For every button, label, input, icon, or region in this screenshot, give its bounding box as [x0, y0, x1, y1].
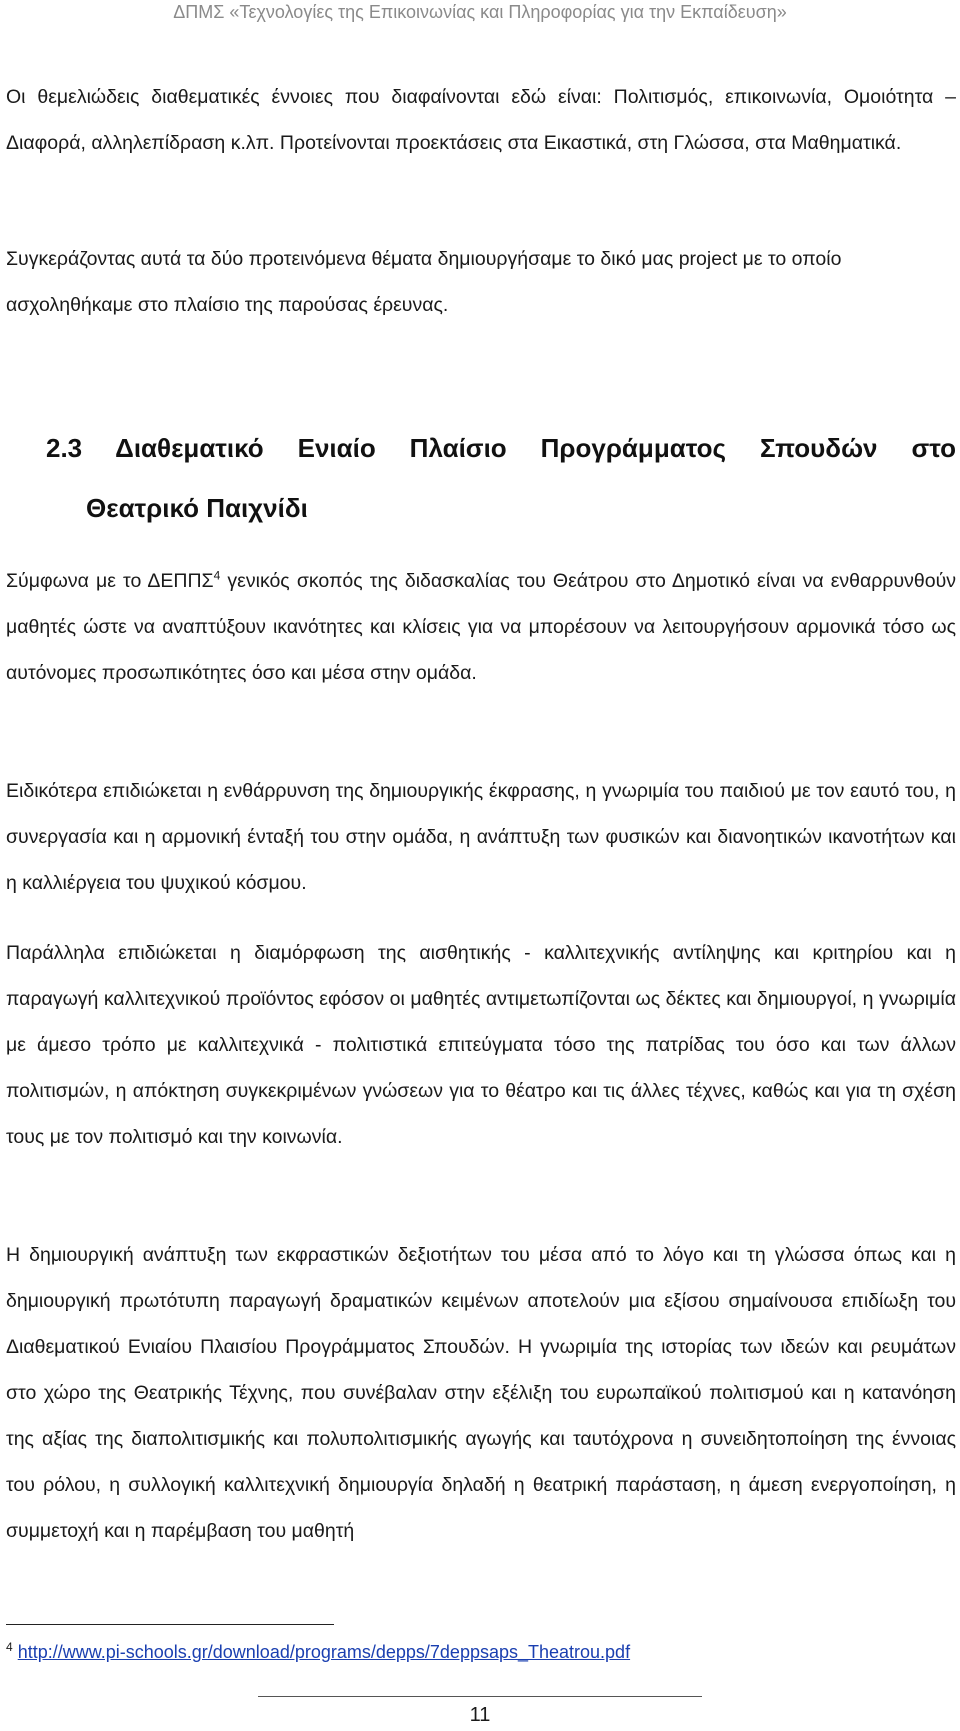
- running-header: ΔΠΜΣ «Τεχνολογίες της Επικοινωνίας και Πληροφορίας για την Εκπαίδευση»: [173, 2, 787, 22]
- paragraph-creative-development: Η δημιουργική ανάπτυξη των εκφραστικών δεξιοτήτων του μέσα από το λόγο και τη γλώσσα όπως και η δημιουργική πρωτότυπη παραγωγή δραματικών κειμένων αποτελούν μια εξίσου σημαίνουσα επιδίωξη του Διαθεματικού Ενιαίου Πλαισίου Προγράμματος Σπουδών. Η γνωριμία της ιστορίας των ιδεών και ρευμάτων στο χώρο της Θεατρικής Τέχνης, που συνέβαλαν στην εξέλιξη του ευρωπαϊκού πολιτισμού και η κατανόηση της αξίας της διαπολιτισμικής και πολυπολιτισμικής αγωγής και ταυτόχρονα η συνειδητοποίηση της έννοιας του ρόλου, η συλλογική καλλιτεχνική δημιουργία δηλαδή η θεατρική παράσταση, η άμεση ενεργοποίηση, η συμμετοχή και η παρέμβαση του μαθητή: [6, 1244, 956, 1542]
- paragraph-project: Συγκεράζοντας αυτά τα δύο προτεινόμενα θέματα δημιουργήσαμε το δικό μας project με το οποίο ασχοληθήκαμε στο πλαίσιο της παρούσας έρευνας.: [6, 248, 842, 316]
- paragraph-specific-aims: Ειδικότερα επιδιώκεται η ενθάρρυνση της δημιουργικής έκφρασης, η γνωριμία του παιδιού με τον εαυτό του, η συνεργασία και η αρμονική ένταξή του στην ομάδα, η ανάπτυξη των φυσικών και διανοητικών ικανοτήτων και η καλλιέργεια του ψυχικού κόσμου.: [6, 780, 956, 894]
- footnote-reference[interactable]: 4: [213, 568, 221, 583]
- paragraph-deppps-goal-start: Σύμφωνα με το ΔΕΠΠΣ: [6, 570, 214, 592]
- page-number-divider: [258, 1696, 702, 1697]
- section-heading: [46, 418, 956, 538]
- paragraph-deppps-goal: [6, 558, 956, 696]
- footnote-divider: [6, 1624, 334, 1625]
- footnote: [6, 1638, 630, 1666]
- page-number: 11: [469, 1704, 491, 1726]
- footnote-number: 4: [6, 1640, 13, 1654]
- paragraph-deppps-goal-rest: γενικός σκοπός της διδασκαλίας του Θεάτρου στο Δημοτικό είναι να ενθαρρυνθούν μαθητές ώστε να αναπτύξουν ικανότητες και κλίσεις για να μπορέσουν να λειτουργήσουν αρμονικά τόσο ως αυτόνομες προσωπικότητες όσο και μέσα στην ομάδα.: [6, 570, 956, 684]
- section-heading-line2: Θεατρικό Παιχνίδι: [86, 493, 308, 523]
- paragraph-themes: Οι θεμελιώδεις διαθεματικές έννοιες που διαφαίνονται εδώ είναι: Πολιτισμός, επικοινωνία, Ομοιότητα – Διαφορά, αλληλεπίδραση κ.λπ. Προτείνονται προεκτάσεις στα Εικαστικά, στη Γλώσσα, στα Μαθηματικά.: [6, 86, 956, 154]
- paragraph-aesthetic-aims: Παράλληλα επιδιώκεται η διαμόρφωση της αισθητικής - καλλιτεχνικής αντίληψης και κριτηρίου και η παραγωγή καλλιτεχνικού προϊόντος εφόσον οι μαθητές αντιμετωπίζονται ως δέκτες και δημιουργοί, η γνωριμία με άμεσο τρόπο με καλλιτεχνικά - πολιτιστικά επιτεύγματα τόσο της πατρίδας του όσο και των άλλων πολιτισμών, η απόκτηση συγκεκριμένων γνώσεων για το θέατρο και τις άλλες τέχνες, καθώς και για τη σχέση τους με τον πολιτισμό και την κοινωνία.: [6, 942, 956, 1148]
- section-heading-line1: 2.3 Διαθεματικό Ενιαίο Πλαίσιο Προγράμματος Σπουδών στο: [46, 433, 956, 463]
- footnote-link[interactable]: http://www.pi-schools.gr/download/programs/depps/7deppsaps_Theatrou.pdf: [17, 1642, 631, 1662]
